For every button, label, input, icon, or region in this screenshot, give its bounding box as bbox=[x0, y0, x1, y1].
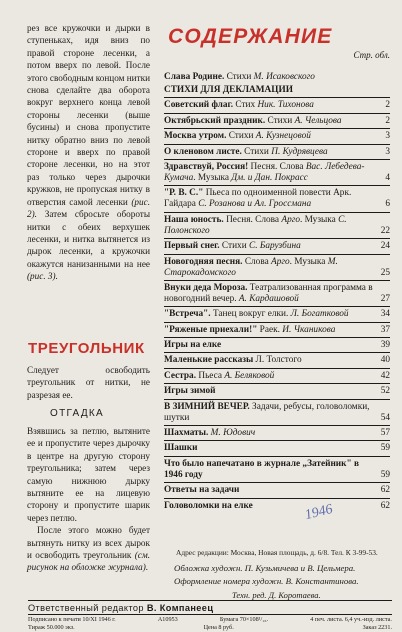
divider bbox=[28, 600, 392, 601]
entry-title: Ответы на задачи bbox=[164, 485, 240, 496]
entry-divider bbox=[164, 113, 390, 114]
left-paragraph bbox=[27, 22, 150, 283]
entry-title: "Ряженые приехали!" bbox=[164, 324, 258, 335]
contents-entry bbox=[164, 371, 390, 382]
entry-text-2: . Музыка bbox=[193, 172, 232, 183]
design-credits bbox=[174, 574, 394, 588]
page-number: 27 bbox=[380, 293, 390, 304]
entry-author: С. Розанова и Ал. Гроссмана bbox=[198, 199, 312, 210]
contents-entry bbox=[164, 402, 390, 424]
entry-text: Театрализованная программа в новогодний вечер. bbox=[164, 282, 373, 304]
entry-title: Октябрьский праздник. bbox=[164, 115, 266, 126]
entry-divider bbox=[164, 212, 390, 213]
entry-author: Л. Богатковой bbox=[290, 309, 349, 320]
page-number: 34 bbox=[380, 309, 390, 320]
entry-text-2: . Музыка bbox=[289, 256, 328, 267]
entry-author-2: М. Старокадомского bbox=[164, 256, 338, 278]
print-date: Подписано к печати 10/XI 1946 г. bbox=[28, 616, 116, 623]
contents-entry bbox=[164, 459, 390, 481]
entry-divider bbox=[164, 254, 390, 255]
entry-divider bbox=[164, 456, 390, 457]
entry-text: Л. Толстого bbox=[253, 355, 302, 366]
entry-author: А. Чельцова bbox=[294, 115, 342, 126]
triangle-heading: ТРЕУГОЛЬНИК bbox=[28, 340, 145, 357]
editor-label: Ответственный редактор bbox=[28, 603, 144, 613]
entry-title: В ЗИМНИЙ ВЕЧЕР. bbox=[164, 401, 250, 412]
answer-paragraph: Взявшись за петлю, вытяните ее и пропустите через дырочку в центре на другую сторону треугольника; затем через самую нижнюю дырку вытяните ее на лицевую сторону и пропустите шарик через петлю. bbox=[27, 426, 150, 523]
entry-title: Игры зимой bbox=[164, 386, 216, 397]
contents-list bbox=[164, 72, 390, 513]
entry-title: Внуки деда Мороза. bbox=[164, 282, 248, 293]
entry-divider bbox=[164, 399, 390, 400]
contents-entry bbox=[164, 188, 390, 210]
contents-entry bbox=[164, 100, 390, 111]
entry-title: "Р. В. С." bbox=[164, 188, 204, 199]
contents-entry bbox=[164, 283, 390, 305]
entry-divider bbox=[164, 144, 390, 145]
entry-author-2: С. Полонского bbox=[164, 214, 347, 236]
section-label: СТИХИ ДЛЯ ДЕКЛАМАЦИИ bbox=[164, 85, 293, 95]
answer-text-2: После этого можно будет вытянуть нитку из всех дырок и освободить треугольник bbox=[27, 525, 150, 561]
contents-entry bbox=[164, 501, 390, 512]
entry-divider bbox=[164, 280, 390, 281]
page-number: 37 bbox=[380, 324, 390, 335]
entry-text: Слова bbox=[242, 256, 272, 267]
entry-author: Вас. Лебедева-Кумача bbox=[164, 161, 365, 183]
page-number: 59 bbox=[380, 469, 390, 480]
entry-author: М. Юдович bbox=[210, 428, 256, 439]
contents-entry bbox=[164, 241, 390, 252]
entry-divider bbox=[164, 383, 390, 384]
entry-text: Раек. bbox=[257, 324, 283, 335]
cover-credit: Обложка художн. П. Кузьмичева и В. Цельмера. bbox=[174, 563, 356, 573]
page-number: 24 bbox=[380, 241, 390, 252]
page-number: 39 bbox=[380, 340, 390, 351]
entry-author: А. Беляковой bbox=[224, 370, 275, 381]
handwritten-stamp: 1946 bbox=[303, 501, 335, 524]
entry-author: П. Кудрявцева bbox=[271, 146, 328, 157]
entry-divider bbox=[164, 498, 390, 499]
triangle-text bbox=[27, 364, 150, 401]
entry-divider bbox=[164, 97, 390, 98]
page-number: 52 bbox=[380, 386, 390, 397]
entry-divider bbox=[164, 337, 390, 338]
entry-text: Стихи bbox=[241, 146, 272, 157]
entry-text: Стихи bbox=[265, 115, 295, 126]
imprint-row-2 bbox=[28, 624, 392, 632]
page-column-label: Стр. обл. bbox=[353, 50, 390, 60]
figure-ref-2: (рис. 3). bbox=[27, 271, 58, 282]
entry-text: Стихи bbox=[226, 131, 256, 142]
entry-text: Задачи, ребусы, головоломки, шутки bbox=[164, 401, 370, 423]
page-number: 25 bbox=[380, 267, 390, 278]
contents-entry bbox=[164, 309, 390, 320]
contents-entry bbox=[164, 131, 390, 142]
page-number: 62 bbox=[380, 500, 390, 511]
contents-title: СОДЕРЖАНИЕ bbox=[168, 25, 333, 48]
entry-title: "Встреча". bbox=[164, 309, 211, 320]
entry-text-2: . Музыка bbox=[300, 214, 339, 225]
answer-paragraph-2 bbox=[27, 524, 150, 574]
entry-title: Игры на елке bbox=[164, 340, 222, 351]
figure-ref: (рис. 2). bbox=[27, 196, 150, 220]
imprint-row bbox=[28, 616, 392, 624]
entry-divider bbox=[164, 322, 390, 323]
entry-divider bbox=[164, 440, 390, 441]
contents-entry bbox=[164, 215, 390, 237]
divider-2 bbox=[28, 614, 392, 615]
contents-entry bbox=[164, 386, 390, 397]
contents-entry bbox=[164, 340, 390, 351]
entry-title: Головоломки на елке bbox=[164, 500, 253, 511]
entry-divider bbox=[164, 128, 390, 129]
entry-author: Арго bbox=[281, 214, 300, 225]
cover-credits bbox=[174, 561, 394, 575]
contents-entry bbox=[164, 485, 390, 496]
entry-divider bbox=[164, 368, 390, 369]
contents-entry bbox=[164, 147, 390, 158]
editorial-address: Адрес редакции: Москва, Новая площадь, д. 6/8. Тел. К 3-99-53. bbox=[176, 548, 378, 557]
entry-title: Маленькие рассказы bbox=[164, 355, 254, 366]
entry-author-2: Дм. и Дан. Покрасс bbox=[231, 172, 308, 183]
entry-title: Здравствуй, Россия! bbox=[164, 161, 249, 172]
editor-name: В. Компанеец bbox=[146, 603, 214, 613]
entry-divider bbox=[164, 238, 390, 239]
entry-author: А. Кардашовой bbox=[238, 293, 299, 304]
entry-title: Первый снег. bbox=[164, 241, 220, 252]
left-column bbox=[27, 22, 150, 283]
page-number: 3 bbox=[385, 131, 390, 142]
puzzle-text: рез все кружочки и дырки в ступеньках, идя вниз по правой стороне лесенки, а потом вверх по левой. После этого свободным концом нитки снова сделайте два оборота вокруг верхнего конца левой стороны лесенки (выше бусины) и снова пропустите нитку обратно вниз по левой стороне и вверх по правой стороне лесенки, но на этот раз только через дырочки кружков, не пропуская нитку в отверстия самой лесенки bbox=[27, 23, 150, 207]
entry-author: М. Исаковского bbox=[253, 72, 315, 82]
contents-entry bbox=[164, 355, 390, 366]
entry-title: Слава Родине. bbox=[164, 72, 225, 82]
contents-entry bbox=[164, 116, 390, 127]
entry-title: Советский флаг. bbox=[164, 100, 234, 111]
page-number: 62 bbox=[380, 485, 390, 496]
entry-text: Пьеса bbox=[196, 370, 225, 381]
answer-text bbox=[27, 425, 150, 574]
entry-author: С. Барузбина bbox=[249, 241, 301, 252]
entry-title: Что было напечатано в журнале „Затейник" в 1946 году bbox=[164, 458, 360, 480]
entry-title: Новогодняя песня. bbox=[164, 256, 243, 267]
contents-entry bbox=[164, 443, 390, 454]
entry-text: Песня. Слова bbox=[223, 214, 282, 225]
entry-title: Шашки bbox=[164, 443, 198, 454]
entry-author: Арго bbox=[271, 256, 290, 267]
entry-text: Стихи bbox=[224, 72, 254, 82]
entry-text: Стих bbox=[233, 100, 258, 111]
page-number: 22 bbox=[380, 225, 390, 236]
entry-title: Шахматы. bbox=[164, 428, 209, 439]
entry-author: А. Кузнецовой bbox=[255, 131, 311, 142]
entry-title: Сестра. bbox=[164, 370, 197, 381]
tech-editor: Техн. ред. Д. Коротаева. bbox=[232, 590, 321, 600]
page-number: 59 bbox=[380, 443, 390, 454]
page-number: 40 bbox=[380, 355, 390, 366]
entry-author: И. Чканикова bbox=[282, 324, 336, 335]
page-number: 54 bbox=[380, 412, 390, 423]
sheet-count: 4 печ. листа. 6,4 уч.-изд. листа. bbox=[310, 616, 392, 623]
entry-title: Наша юность. bbox=[164, 214, 224, 225]
contents-entry bbox=[164, 257, 390, 279]
contents-entry bbox=[164, 162, 390, 184]
order-number: Заказ 2231. bbox=[362, 624, 392, 631]
page-number: 42 bbox=[380, 370, 390, 381]
contents-entry bbox=[164, 72, 390, 83]
page-number: 3 bbox=[385, 146, 390, 157]
page-number: 57 bbox=[380, 428, 390, 439]
entry-divider bbox=[164, 425, 390, 426]
entry-divider bbox=[164, 306, 390, 307]
print-run: Тираж 50.000 экз. bbox=[28, 624, 75, 631]
entry-divider bbox=[164, 482, 390, 483]
contents-entry bbox=[164, 428, 390, 439]
print-code: А10953 bbox=[157, 616, 178, 623]
entry-divider bbox=[164, 159, 390, 160]
page-number: 6 bbox=[385, 199, 390, 210]
paper-format: Бумага 70×108¹/₁₆. bbox=[219, 616, 269, 623]
editor-line bbox=[28, 603, 213, 613]
cover-ref: (см. рисунок на обложке журнала). bbox=[27, 550, 151, 573]
answer-heading: ОТГАДКА bbox=[50, 408, 105, 419]
entry-title: Москва утром. bbox=[164, 131, 227, 142]
puzzle-text-2: Затем сбросьте обороты нитки с обеих верхушек лесенки, и нитка вытянется из дырок лесенки, а кружочки окажутся нанизанными на нее bbox=[27, 209, 150, 269]
triangle-description: Следует освободить треугольник от нитки, не разрезая ее. bbox=[27, 365, 150, 400]
entry-text: Песня. Слова bbox=[248, 161, 306, 172]
entry-text: Танец вокруг елки. bbox=[210, 309, 291, 320]
entry-title: О кленовом листе. bbox=[164, 146, 242, 157]
contents-entry bbox=[164, 325, 390, 336]
entry-author: Ник. Тихонова bbox=[257, 100, 314, 111]
entry-divider bbox=[164, 352, 390, 353]
price: Цена 8 руб. bbox=[203, 624, 234, 631]
contents-section-heading bbox=[164, 85, 390, 96]
page-number: 2 bbox=[385, 100, 390, 111]
entry-text: Стихи bbox=[219, 241, 249, 252]
entry-text: Пьеса по одноименной повести Арк. Гайдара bbox=[164, 188, 352, 210]
page-number: 4 bbox=[385, 172, 390, 183]
entry-divider bbox=[164, 185, 390, 186]
page-number: 2 bbox=[385, 115, 390, 126]
design-credit: Оформление номера художн. В. Константинова. bbox=[174, 576, 359, 586]
